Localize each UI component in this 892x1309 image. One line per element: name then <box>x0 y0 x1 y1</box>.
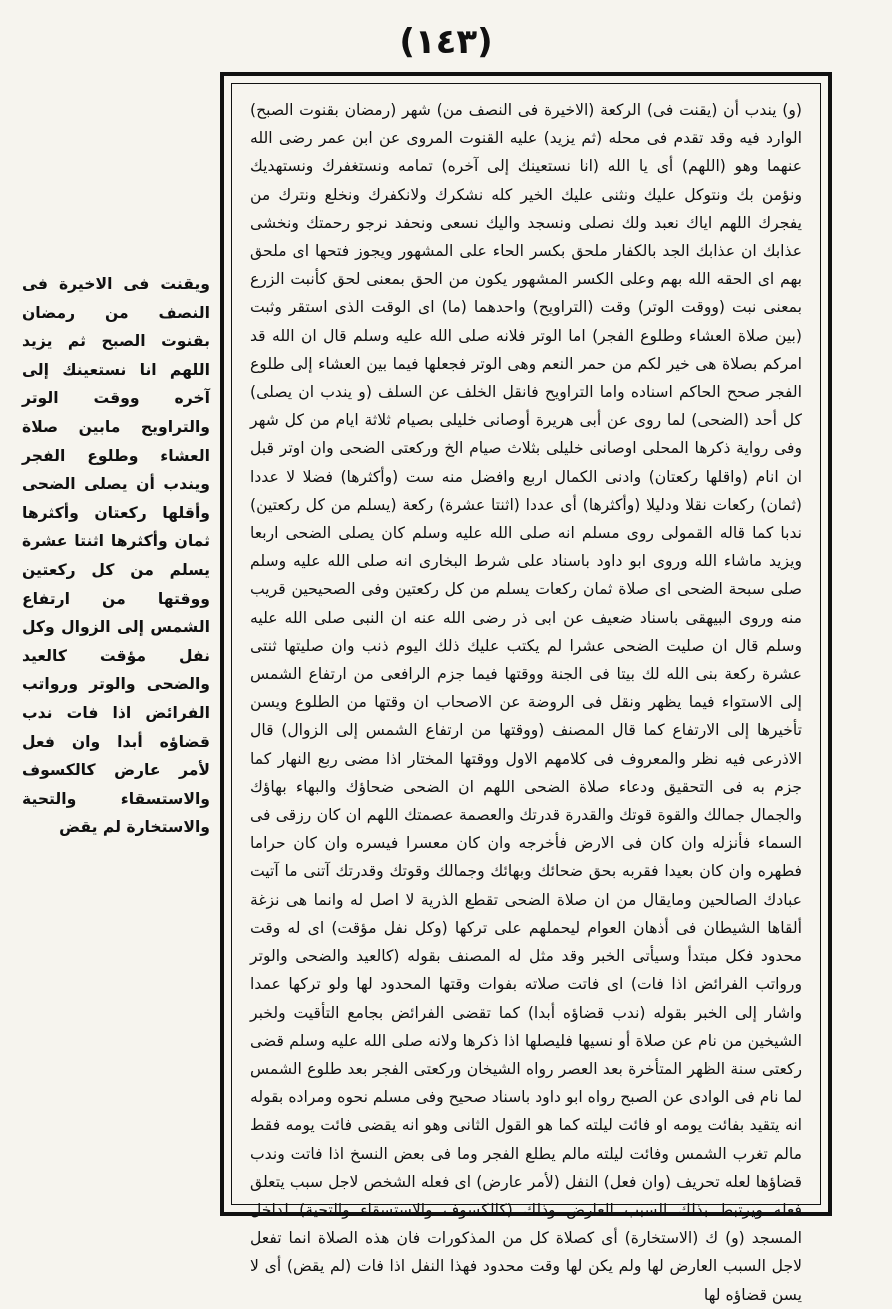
main-text-body: (و) يندب أن (يقنت فى) الركعة (الاخيرة فى النصف من) شهر (رمضان بقنوت الصبح) الوارد فيه وقد تقدم فى محله (ثم يزيد) عليه القنوت المروى عن ابن عمر رضى الله عنهما وهو (اللهم) أى يا الله (انا نستعينك إلى آخره) تمامه ونستغفرك ونستهديك ونؤمن بك ونتوكل عليك ونثنى عليك الخير كله نشكرك ولانكفرك ونخلع ونترك من يفجرك اللهم اياك نعبد ولك نصلى ونسجد واليك نسعى ونحفد نرجو رحمتك ونخشى عذابك ان عذابك الجد بالكفار ملحق بكسر الحاء على المشهور ويجوز فتحها اى ملحق بهم اى الحقه الله بهم وعلى الكسر المشهور يكون من الحق بمعنى لحق كأنبت الزرع بمعنى نبت (ووقت الوتر) وقت (التراويح) واحدهما (ما) اى الوقت الذى استقر وثبت (بين صلاة العشاء وطلوع الفجر) اما الوتر فلانه صلى الله عليه وسلم قال ان الله قد امركم بصلاة هى خير لكم من حمر النعم وهى الوتر فجعلها فيما بين العشاء إلى طلوع الفجر صحح الحاكم اسناده واما التراويح فانقل الخلف عن السلف (و يندب ان يصلى) كل أحد (الضحى) لما روى عن أبى هريرة أوصانى خليلى بصيام ثلاثة ايام من كل شهر وفى رواية ذكرها المحلى اوصانى خليلى بثلاث صيام الخ وركعتى الضحى وان اوتر قبل ان انام (واقلها ركعتان) وادنى الكمال اربع وافضل منه ست (وأكثرها) فضلا لا عددا (ثمان) ركعات نقلا ودليلا (وأكثرها) أى عددا (اثنتا عشرة) ركعة (يسلم من كل ركعتين) ندبا كما قاله القمولى روى مسلم انه صلى الله عليه وسلم كان يصلى الضحى اربعا ويزيد ماشاء الله وروى ابو داود باسناد على شرط البخارى انه صلى الله عليه وسلم صلى سبحة الضحى اى صلاة ثمان ركعات يسلم من كل ركعتين وفى الصحيحين قريب منه وروى البيهقى باسناد ضعيف عن ابى ذر رضى الله عنه ان النبى صلى الله عليه وسلم قال ان صليت الضحى عشرا لم يكتب عليك ذلك اليوم ذنب وان صليتها ثنتى عشرة ركعة بنى الله لك بيتا فى الجنة ووقتها فيما جزم الرافعى من ارتفاع الشمس إلى الاستواء فيما يظهر ونقل فى الروضة عن الاصحاب ان وقتها من الطلوع ويسن تأخيرها إلى الارتفاع كما قال المصنف (ووقتها من ارتفاع الشمس إلى الزوال) قال الاذرعى فيه نظر والمعروف فى كلامهم الاول ووقتها المختار اذا مضى ربع النهار كما جزم به فى التحقيق ودعاء صلاة الضحى اللهم ان الضحى ضحاؤك والبهاء بهاؤك والجمال جمالك والقوة قوتك والقدرة قدرتك والعصمة عصمتك اللهم ان كان رزقى فى السماء فأنزله وان كان فى الارض فأخرجه وان كان معسرا فيسره وان كان حراما فطهره وان كان بعيدا فقربه بحق ضحائك وبهائك وجمالك وقوتك وقدرتك آتنى ما آتيت عبادك الصالحين ومايقال من ان صلاة الضحى تقطع الذرية لا اصل له وانما هى نزغة ألقاها الشيطان فى أذهان العوام ليحملهم على تركها (وكل نفل مؤقت) اى له وقت محدود فكل مبتدأ وسيأتى الخبر وقد مثل له المصنف بقوله (كالعيد والضحى والوتر ورواتب الفرائض اذا فات) اى فاتت صلاته بفوات وقتها المحدود لها ولو تركها عمدا واشار إلى الخبر بقوله (ندب قضاؤه أبدا) كما تقضى الفرائض بجامع التأقيت ولخبر الشيخين من نام عن صلاة أو نسيها فليصلها اذا ذكرها ولانه صلى الله عليه وسلم قضى ركعتى سنة الظهر المتأخرة بعد العصر رواه الشيخان وركعتى الفجر بعد طلوع الشمس لما نام فى الوادى عن الصبح رواه ابو داود باسناد صحيح وفى مسلم نحوه ومراده بقوله انه يتقيد بفائت يومه او فائت ليلته كما هو القول الثانى وهو انه يقضى فائت يومه فقط مالم تغرب الشمس وفائت ليلته مالم يطلع الفجر وما فى بعض النسخ اذا فاتت وندب قضاؤها لعله تحريف (وان فعل) النفل (لأمر عارض) اى فعله الشخص لاجل سبب يتعلق فعله ويرتبط بذلك السبب العارض وذلك (كالكسوف والاستسقاء والتحية) لداخل المسجد (و) ك (الاستخارة) أى كصلاة كل من المذكورات فان هذه الصلاة انما تفعل لاجل السبب العارض لها ولم يكن لها وقت محدود فهذا النفل اذا فات (لم يقض) أى لا يسن قضاؤه لها <box>250 101 802 1304</box>
text-frame-inner-border <box>231 83 821 1304</box>
text-frame-outer-border <box>220 72 832 1304</box>
page-number: (١٤٣) <box>399 22 493 62</box>
main-commentary-text <box>250 96 802 1304</box>
margin-note-text: ويقنت فى الاخيرة فى النصف من رمضان بقنوت الصبح ثم يزيد اللهم انا نستعينك إلى آخره ووقت الوتر والتراويح مابين صلاة العشاء وطلوع الفجر ويندب أن يصلى الضحى وأقلها ركعتان وأكثرها ثمان وأكثرها اثنتا عشرة يسلم من كل ركعتين ووقتها من ارتفاع الشمس إلى الزوال وكل نفل مؤقت كالعيد والضحى والوتر ورواتب الفرائض اذا فات ندب قضاؤه أبدا وان فعل لأمر عارض كالكسوف والاستسقاء والتحية والاستخارة لم يقض <box>22 275 210 837</box>
margin-note <box>22 270 210 842</box>
